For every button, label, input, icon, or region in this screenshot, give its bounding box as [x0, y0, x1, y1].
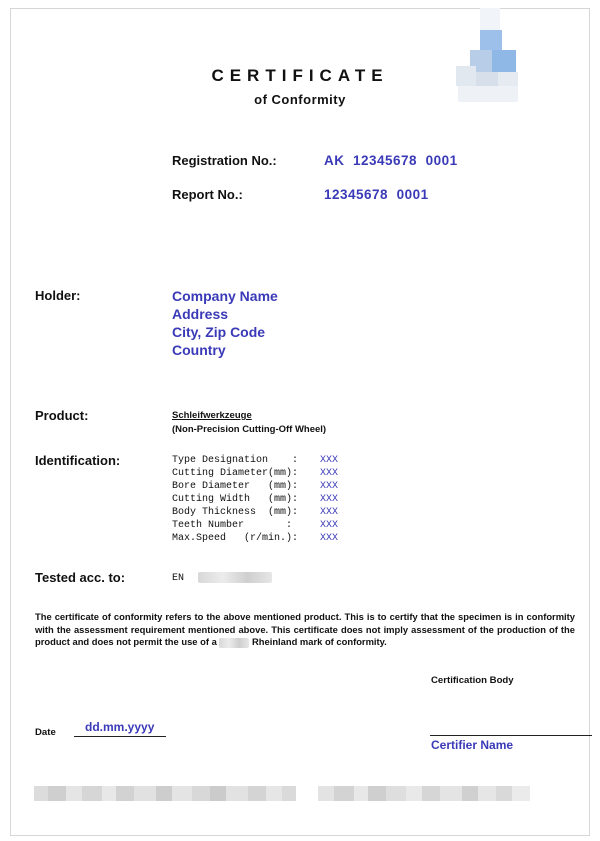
certification-body-logo	[452, 8, 542, 103]
report-number: 12345678 0001	[324, 187, 429, 202]
date-label: Date	[35, 727, 56, 738]
identification-value: XXX	[320, 507, 339, 518]
identification-row	[172, 454, 338, 467]
certification-body-label: Certification Body	[431, 675, 514, 686]
certificate-title: CERTIFICATE	[211, 66, 389, 85]
identification-key: Bore Diameter (mm):	[172, 481, 299, 492]
redacted-footer-left	[34, 786, 296, 801]
identification-value: XXX	[320, 455, 339, 466]
product-label: Product:	[35, 408, 89, 423]
identification-value: XXX	[320, 468, 339, 479]
redacted-footer-right	[318, 786, 550, 801]
identification-key: Cutting Diameter(mm):	[172, 468, 299, 479]
identification-row	[172, 506, 338, 519]
identification-row	[172, 480, 338, 493]
registration-number: AK 12345678 0001	[324, 153, 458, 168]
identification-value: XXX	[320, 481, 339, 492]
certificate-page	[10, 8, 590, 836]
certifier-name: Certifier Name	[431, 738, 514, 752]
holder-address-block	[172, 287, 278, 359]
identification-key: Max.Speed (r/min.):	[172, 533, 299, 544]
identification-key: Type Designation :	[172, 455, 299, 466]
certificate-subtitle: of Conformity	[254, 92, 346, 107]
statement-text-1: The certificate of conformity refers to the above mentioned product. This is to certify that the specimen is in conformity with the assessment requirement mentioned above. This certificate does not imply assessment of the production of the product and does not permit the use of a	[35, 611, 575, 648]
identification-key: Teeth Number :	[172, 520, 293, 531]
identification-value: XXX	[320, 494, 339, 505]
statement-text-2: Rheinland mark of conformity.	[252, 636, 387, 648]
product-description: (Non-Precision Cutting-Off Wheel)	[172, 424, 327, 435]
date-line	[74, 736, 166, 737]
redacted-standard	[198, 572, 272, 583]
registration-label: Registration No.:	[172, 153, 277, 168]
identification-key: Body Thickness (mm):	[172, 507, 299, 518]
signature-line	[430, 735, 592, 736]
identification-table	[172, 454, 338, 545]
identification-value: XXX	[320, 533, 339, 544]
identification-value: XXX	[320, 520, 339, 531]
product-name: Schleifwerkzeuge	[172, 410, 252, 421]
conformity-statement	[35, 611, 575, 649]
holder-label: Holder:	[35, 288, 81, 303]
identification-row	[172, 532, 338, 545]
holder-company-name: Company Name	[172, 288, 278, 304]
report-label: Report No.:	[172, 187, 243, 202]
identification-row	[172, 493, 338, 506]
tested-standard-prefix: EN	[172, 573, 185, 585]
holder-address: Address	[172, 306, 229, 322]
holder-country: Country	[172, 342, 226, 358]
holder-city-zip: City, Zip Code	[172, 324, 266, 340]
identification-key: Cutting Width (mm):	[172, 494, 299, 505]
identification-row	[172, 467, 338, 480]
identification-label: Identification:	[35, 453, 121, 468]
tested-label: Tested acc. to:	[35, 570, 126, 585]
identification-row	[172, 519, 338, 532]
tested-standard	[172, 572, 272, 585]
date-value: dd.mm.yyyy	[85, 720, 155, 734]
redacted-mark-name	[219, 638, 249, 648]
